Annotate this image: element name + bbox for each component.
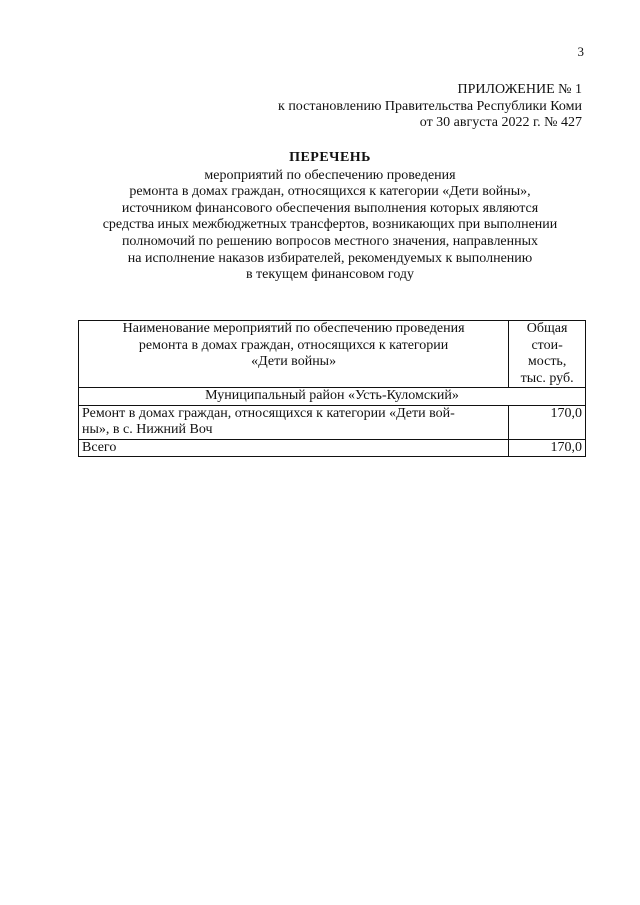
appendix-block [278,82,582,132]
header-cost-line: мость, [527,354,567,369]
page-number: 3 [577,44,584,59]
row-cost-cell: 170,0 [509,405,586,439]
title-line: в текущем финансовом году [245,267,415,283]
appendix-date: от 30 августа 2022 г. № 427 [419,115,582,130]
header-name-line: Наименование мероприятий по обеспечению проведения [122,321,465,336]
header-name-line: «Дети войны» [251,354,337,369]
header-cost-line: Общая [526,321,568,336]
title-line: ремонта в домах граждан, относящихся к категории «Дети войны», [129,184,531,200]
section-title: Муниципальный район «Усть-Куломский» [79,388,586,406]
total-row [79,439,586,457]
header-cost-cell [509,321,586,388]
total-cost: 170,0 [509,439,586,457]
header-name-cell [79,321,509,388]
row-name-line: Ремонт в домах граждан, относящихся к категории «Дети вой- [82,405,455,421]
appendix-decree: к постановлению Правительства Республики Коми [278,98,582,114]
appendix-title: ПРИЛОЖЕНИЕ № 1 [457,82,582,97]
row-name-cell [79,405,509,439]
document-title [60,150,600,284]
section-row [79,388,586,406]
title-line: полномочий по решению вопросов местного значения, направленных [121,233,539,249]
title-line: источником финансового обеспечения выполнения которых являются [121,200,539,216]
document-heading: ПЕРЕЧЕНЬ [289,150,371,165]
title-line: средства иных межбюджетных трансфертов, возникающих при выполнении [102,217,558,233]
title-line: на исполнение наказов избирателей, рекомендуемых к выполнению [127,250,533,266]
table-row [79,405,586,439]
row-name-line: ны», в с. Нижний Воч [82,422,213,437]
header-cost-line: тыс. руб. [520,370,574,386]
title-line: мероприятий по обеспечению проведения [204,167,456,183]
table-header-row [79,321,586,388]
measures-table [78,320,586,457]
header-name-line: ремонта в домах граждан, относящихся к категории [138,337,449,353]
header-cost-line: стои- [531,337,563,353]
total-label: Всего [79,439,509,457]
